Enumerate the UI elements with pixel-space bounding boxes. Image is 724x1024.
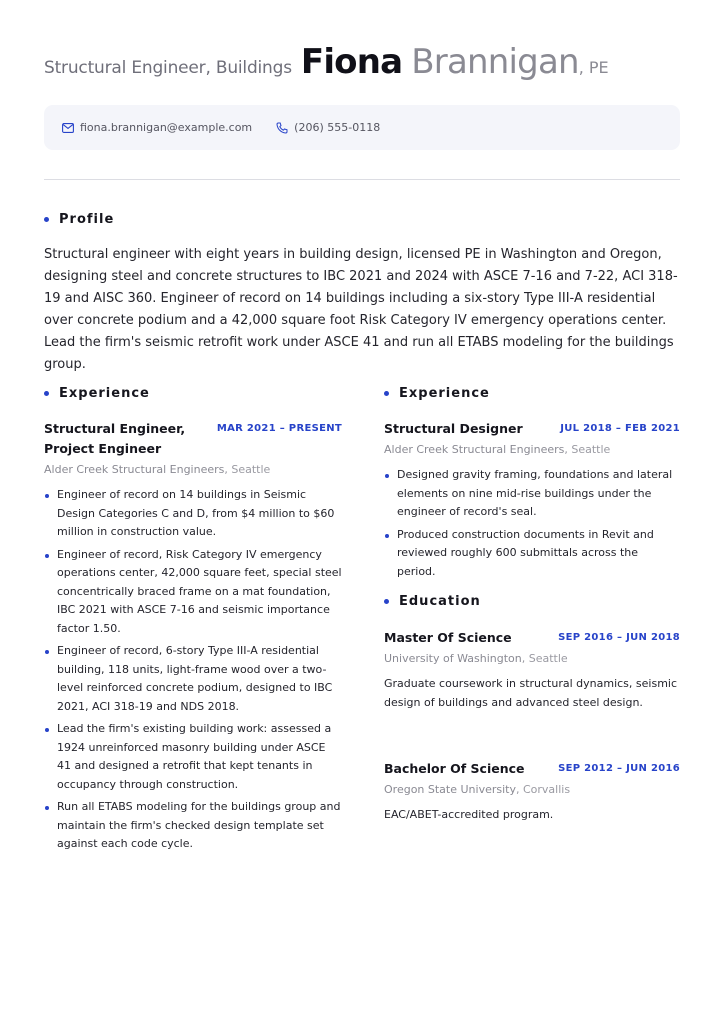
bullet-dot [384,599,389,604]
education-heading [384,594,481,609]
contact-phone[interactable] [276,121,380,134]
experience-heading-right [384,386,490,401]
company-city: , Seattle [564,443,611,456]
list-item: Run all ETABS modeling for the buildings group and maintain the firm's checked design template set against each code cycle. [44,798,342,854]
bullet-dot [384,391,389,396]
school-city: , Corvallis [516,783,571,796]
school-name: University of Washington [384,652,522,665]
school [384,782,680,798]
degree-header [384,759,680,779]
resume-header [44,42,684,82]
degree-title: Bachelor Of Science [384,761,525,776]
experience-heading-left [44,386,150,401]
contact-bar [44,105,680,150]
school [384,651,680,667]
job-header [384,419,680,439]
list-item: Engineer of record, Risk Category IV emergency operations center, 42,000 square feet, special steel concentrically braced frame on a mat foundation, IBC 2021 with ASCE 7-16 and seismic importance factor 1.50. [44,546,342,639]
experience-heading-label: Experience [399,386,490,401]
profile-text: Structural engineer with eight years in building design, licensed PE in Washington and Oregon, designing steel and concrete structures to IBC 2021 and 2024 with ASCE 7-16 and 7-22, ACI 318-19 and AISC 360. Engineer of record on 14 buildings including a six-story Type III-A residential over concrete podium and a 42,000 square foot Risk Category IV emergency operations center. Lead the firm's seismic retrofit work under ASCE 41 and run all ETABS modeling for the buildings group. [44,247,678,372]
bullet-dot [44,391,49,396]
job-bullets [44,486,342,854]
header-divider [44,179,680,180]
profile-heading-label: Profile [59,212,115,227]
profile-heading [44,212,114,227]
phone-icon [276,122,288,134]
school-city: , Seattle [521,652,568,665]
experience-left-column [44,419,342,858]
company-name: Alder Creek Structural Engineers [384,443,565,456]
degree-date: SEP 2012 – JUN 2016 [558,763,680,774]
last-name: Brannigan [411,42,579,82]
job-bullets [384,466,680,581]
education-entry-1 [384,628,680,712]
job-company [384,442,680,458]
school-name: Oregon State University [384,783,516,796]
company-name: Alder Creek Structural Engineers [44,463,225,476]
list-item: Engineer of record, 6-story Type III-A residential building, 118 units, light-frame wood over a two-level reinforced concrete podium, designed to IBC 2021, ACI 318-19 and NDS 2018. [44,642,342,716]
education-heading-label: Education [399,594,481,609]
contact-email[interactable] [62,121,252,134]
first-name: Fiona [300,42,403,82]
job-role: Structural Engineer, Buildings [44,58,292,78]
experience-heading-label: Experience [59,386,150,401]
degree-description: EAC/ABET-accredited program. [384,808,554,821]
job-title: Structural Designer [384,421,523,436]
degree-date: SEP 2016 – JUN 2018 [558,632,680,643]
job-header [44,419,342,459]
degree-title: Master Of Science [384,630,512,645]
list-item: Produced construction documents in Revit and reviewed roughly 600 submittals across the period. [384,526,680,582]
experience-right-column [384,419,680,585]
list-item: Lead the firm's existing building work: assessed a 1924 unreinforced masonry building under ASCE 41 and designed a retrofit that kept tenants in occupancy through construction. [44,720,342,794]
list-item: Engineer of record on 14 buildings in Seismic Design Categories C and D, from $4 million to $60 million in construction value. [44,486,342,542]
degree-description: Graduate coursework in structural dynamics, seismic design of buildings and advanced steel design. [384,677,678,709]
company-city: , Seattle [224,463,271,476]
phone-text: (206) 555-0118 [294,121,381,134]
job-company [44,462,342,478]
list-item: Designed gravity framing, foundations and lateral elements on nine mid-rise buildings under the engineer of record's seal. [384,466,680,522]
education-entry-2 [384,759,680,825]
bullet-dot [44,217,49,222]
job-date: MAR 2021 – PRESENT [216,423,342,434]
degree-header [384,628,680,648]
email-text: fiona.brannigan@example.com [80,121,253,134]
credential: , PE [578,58,609,77]
envelope-icon [62,123,74,133]
job-title: Structural Engineer, Project Engineer [44,421,186,456]
job-date: JUL 2018 – FEB 2021 [560,423,680,434]
